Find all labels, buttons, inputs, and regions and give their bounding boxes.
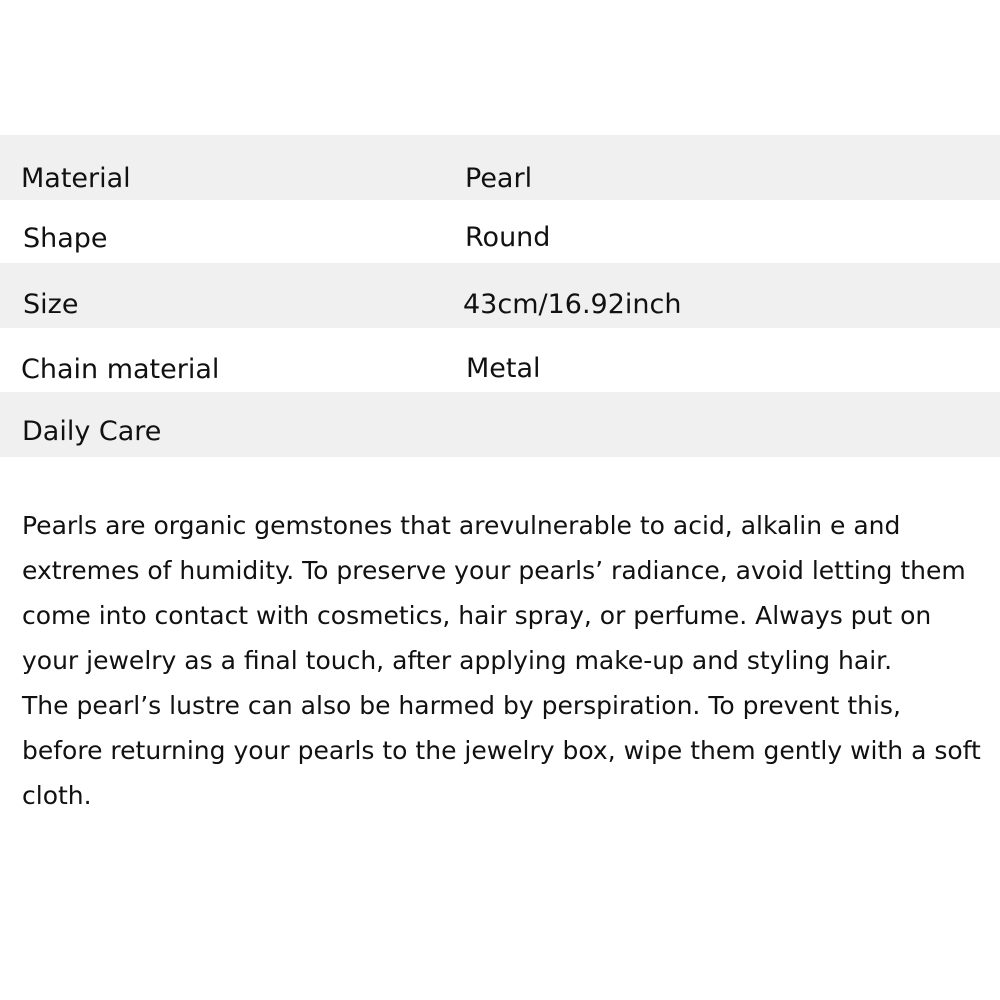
daily-care-description xyxy=(22,503,987,818)
spec-value-material: Pearl xyxy=(465,163,533,194)
care-paragraph-2: The pearl’s lustre can also be harmed by perspiration. To prevent this, before returning your pearls to the jewelry box, wipe them gently with a soft cloth. xyxy=(22,691,981,810)
care-paragraph-1: Pearls are organic gemstones that arevulnerable to acid, alkalin e and extremes of humidity. To preserve your pearls’ radiance, avoid letting them come into contact with cosmetics, hair spray, or perfume. Always put on your jewelry as a final touch, after applying make-up and styling hair. xyxy=(22,511,966,675)
spec-label-chain-material: Chain material xyxy=(21,354,220,385)
spec-label-shape: Shape xyxy=(23,223,108,254)
spec-row-size xyxy=(0,263,1000,328)
spec-row-material xyxy=(0,135,1000,200)
spec-row-shape xyxy=(0,200,1000,263)
spec-value-chain-material: Metal xyxy=(466,353,541,384)
spec-value-shape: Round xyxy=(465,222,551,253)
spec-label-daily-care: Daily Care xyxy=(22,416,162,447)
spec-table xyxy=(0,135,1000,457)
spec-row-daily-care xyxy=(0,392,1000,457)
spec-row-chain-material xyxy=(0,328,1000,392)
spec-label-size: Size xyxy=(23,289,79,320)
spec-label-material: Material xyxy=(21,163,131,194)
spec-value-size: 43cm/16.92inch xyxy=(463,289,682,320)
